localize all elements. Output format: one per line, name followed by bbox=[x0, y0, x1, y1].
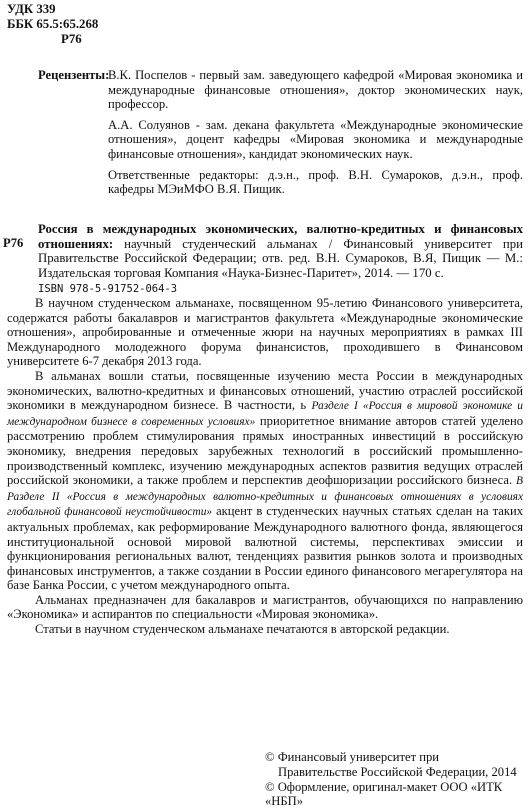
section-1-title: Разделе I «Россия в мировой экономике и международном бизнесе в современных условиях» bbox=[7, 400, 523, 428]
bbk-code: ББК 65.5:65.268 bbox=[7, 17, 99, 31]
author-sign-code: Р76 bbox=[61, 32, 82, 46]
isbn: ISBN 978-5-91752-064-3 bbox=[38, 283, 178, 296]
classification-block bbox=[7, 2, 98, 47]
reviewer-entry: А.А. Солуянов - зам. декана факультета «Международные экономические отношения», доцент кафедры «Мировая экономика и международные финансовые отношения», кандидат экономических наук. bbox=[108, 117, 523, 161]
udk-code: УДК 339 bbox=[7, 2, 56, 16]
reviewer-entry: В.К. Поспелов - первый зам. заведующего кафедрой «Мировая экономика и международные финансовые отношения», доктор экономических наук, профессор. bbox=[108, 68, 523, 112]
copyright-line: © Финансовый университет при bbox=[265, 750, 440, 764]
copyright-block bbox=[265, 750, 530, 809]
annotation bbox=[7, 296, 523, 637]
bibliography-record bbox=[38, 222, 523, 297]
book-title: Россия в международных экономических, валютно-кредитных и финансовых отношениях: bbox=[38, 222, 523, 251]
annotation-paragraph: В альманах вошли статьи, посвященные изучению места России в международных экономических, валютно-кредитных и финансовых отношений, участию отраслей российской экономики в международном бизнесе. В частности, ь Разделе I «Россия в мировой экономике и международном бизнесе в современных условиях» приоритетное внимание авторов статей уделено рассмотрению проблем стимулирования прямых иностранных инвестиций в российскую экономику, внедрения передовых зарубежных технологий в российский промышленно-производственный комплекс, изучению международных аспектов развития ведущих отраслей российской экономики, а также проблем и перспектив деофшоризации российского бизнеса. В Разделе II «Россия в международных валютно-кредитных и финансовых отношениях в условиях глобальной финансовой неустойчивости» акцент в студенческих научных статьях сделан на таких актуальных проблемах, как реформирование Международного валютного фонда, являющегося институциональной основой мировой валютной системы, перспективах эмиссии и функционирования региональных валют, тенденциях развития рынков золота и производных финансовых инструментов, а также создании в России единого финансового мегарегулятора на базе Банка России, с учетом международного опыта. bbox=[7, 368, 523, 593]
reviewers-list bbox=[108, 68, 523, 197]
copyright-line: Правительстве Российской Федерации, 2014 bbox=[278, 764, 517, 779]
annotation-paragraph: В научном студенческом альманахе, посвященном 95-летию Финансового университета, содержатся работы бакалавров и магистрантов факультета «Международные экономические отношения», апробированные и отмеченные жюри на научных мероприятиях в рамках III Международного молодежного форума финансистов, проходившего в Финансовом университете 6-7 декабря 2013 года. bbox=[7, 296, 523, 369]
annotation-paragraph: Статьи в научном студенческом альманахе печатаются в авторской редакции. bbox=[35, 622, 450, 637]
book-description: научный студенческий альманах / Финансовый университет при Правительстве Российской Федерации; отв. ред. В.Н. Сумароков, В.Я, Пищик — М.: Издательская торговая Компания «Наука-Бизнес-Паритет», 2014. — 170 с. bbox=[38, 236, 523, 280]
section-2-title: В Разделе II «Россия в международных валютно-кредитных и финансовых отношениях в условиях глобальной финансовой неустойчивости» bbox=[7, 475, 523, 519]
responsible-editors: Ответственные редакторы: д.э.н., проф. В.Н. Сумароков, д.э.н., проф. кафедры МЭиМФО В.Я. Пищик. bbox=[108, 167, 523, 197]
reviewers-label: Рецензенты: bbox=[38, 68, 110, 82]
bibliography-code: Р76 bbox=[3, 236, 24, 250]
annotation-paragraph: Альманах предназначен для бакалавров и магистрантов, обучающихся по направлению «Экономика» и аспирантов по специальности «Мировая экономика». bbox=[7, 592, 523, 622]
copyright-line: © Оформление, оригинал-макет ООО «ИТК «НБП» bbox=[265, 779, 503, 809]
